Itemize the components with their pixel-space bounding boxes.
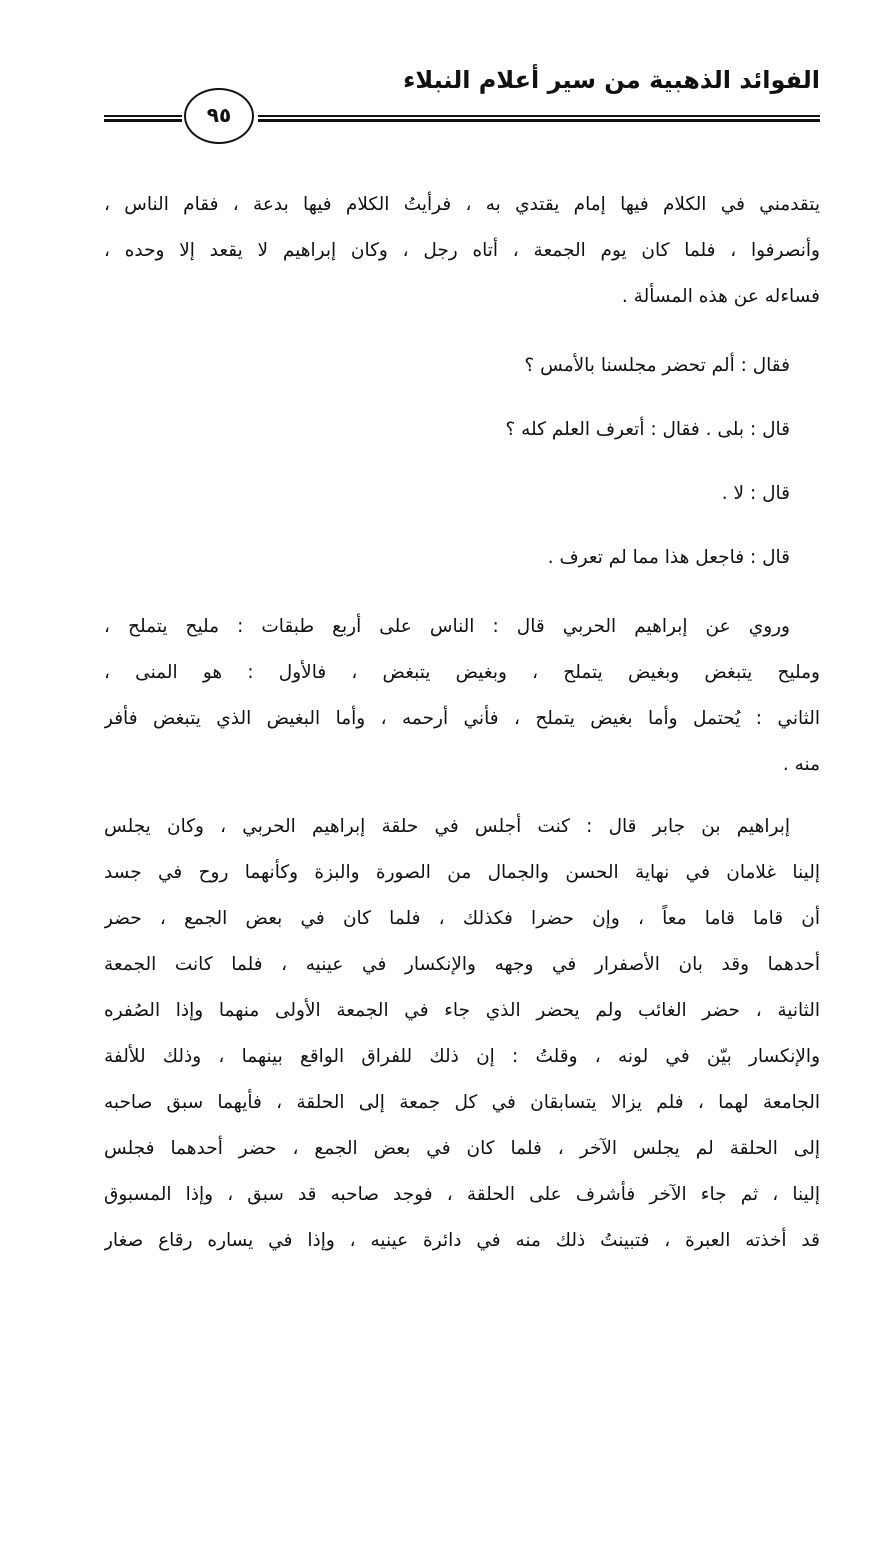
text-line: إلينا غلامان في نهاية الحسن والجمال من الصورة والبزة وكأنهما روح في جسد [104,862,820,883]
page-number: ٩٥ [184,88,254,144]
running-title: الفوائد الذهبية من سير أعلام النبلاء [403,66,820,94]
text-line: وروي عن إبراهيم الحربي قال : الناس على أربع طبقات : مليح يتملح ، [104,616,790,637]
header-rule-left [104,115,182,122]
text-line: قد أخذته العبرة ، فتبينتُ ذلك منه في دائرة عينيه ، وإذا في يساره رقاع صغار [104,1230,820,1251]
dialogue-line: قال : بلى . فقال : أتعرف العلم كله ؟ [505,419,790,440]
text-line: إبراهيم بن جابر قال : كنت أجلس في حلقة إبراهيم الحربي ، وكان يجلس [104,816,790,837]
text-line: إلى الحلقة لم يجلس الآخر ، فلما كان في بعض الجمع ، حضر أحدهما فجلس [104,1138,820,1159]
text-line: ومليح يتبغض وبغيض يتملح ، وبغيض يتبغض ، فالأول : هو المنى ، [104,662,820,683]
text-line: الجامعة لهما ، فلم يزالا يتسابقان في كل جمعة إلى الحلقة ، فأيهما سبق صاحبه [104,1092,820,1113]
dialogue-line: قال : فاجعل هذا مما لم تعرف . [547,547,790,568]
header-rule-right [258,115,820,122]
text-line: والإنكسار بيّن في لونه ، وقلتُ : إن ذلك للفراق الواقع بينهما ، وذلك للألفة [104,1046,820,1067]
text-line: فساءله عن هذه المسألة . [621,286,820,307]
text-line: الثانية ، حضر الغائب ولم يحضر الذي جاء في الجمعة الأولى منهما وإذا الصُفره [104,1000,820,1021]
dialogue-line: فقال : ألم تحضر مجلسنا بالأمس ؟ [524,355,790,376]
paragraph-3 [104,804,820,1264]
text-line: أحدهما وقد بان الأصفرار في وجهه والإنكسار في عينيه ، فلما كانت الجمعة [104,954,820,975]
text-line: منه . [782,754,820,775]
dialogue [104,334,820,590]
text-line: يتقدمني في الكلام فيها إمام يقتدي به ، فرأيتُ الكلام فيها بدعة ، فقام الناس ، [104,194,820,215]
paragraph-1 [104,182,820,320]
dialogue-line: قال : لا . [721,483,790,504]
body-text [104,182,820,1264]
paragraph-2 [104,604,820,788]
text-line: وأنصرفوا ، فلما كان يوم الجمعة ، أتاه رجل ، وكان إبراهيم لا يقعد إلا وحده ، [104,240,820,261]
text-line: أن قاما قاما معاً ، وإن حضرا فكذلك ، فلما كان في بعض الجمع ، حضر [104,908,820,929]
text-line: الثاني : يُحتمل وأما بغيض يتملح ، فأني أرحمه ، وأما البغيض الذي يتبغض فأفر [104,708,820,729]
text-line: إلينا ، ثم جاء الآخر فأشرف على الحلقة ، فوجد صاحبه قد سبق ، وإذا المسبوق [104,1184,820,1205]
